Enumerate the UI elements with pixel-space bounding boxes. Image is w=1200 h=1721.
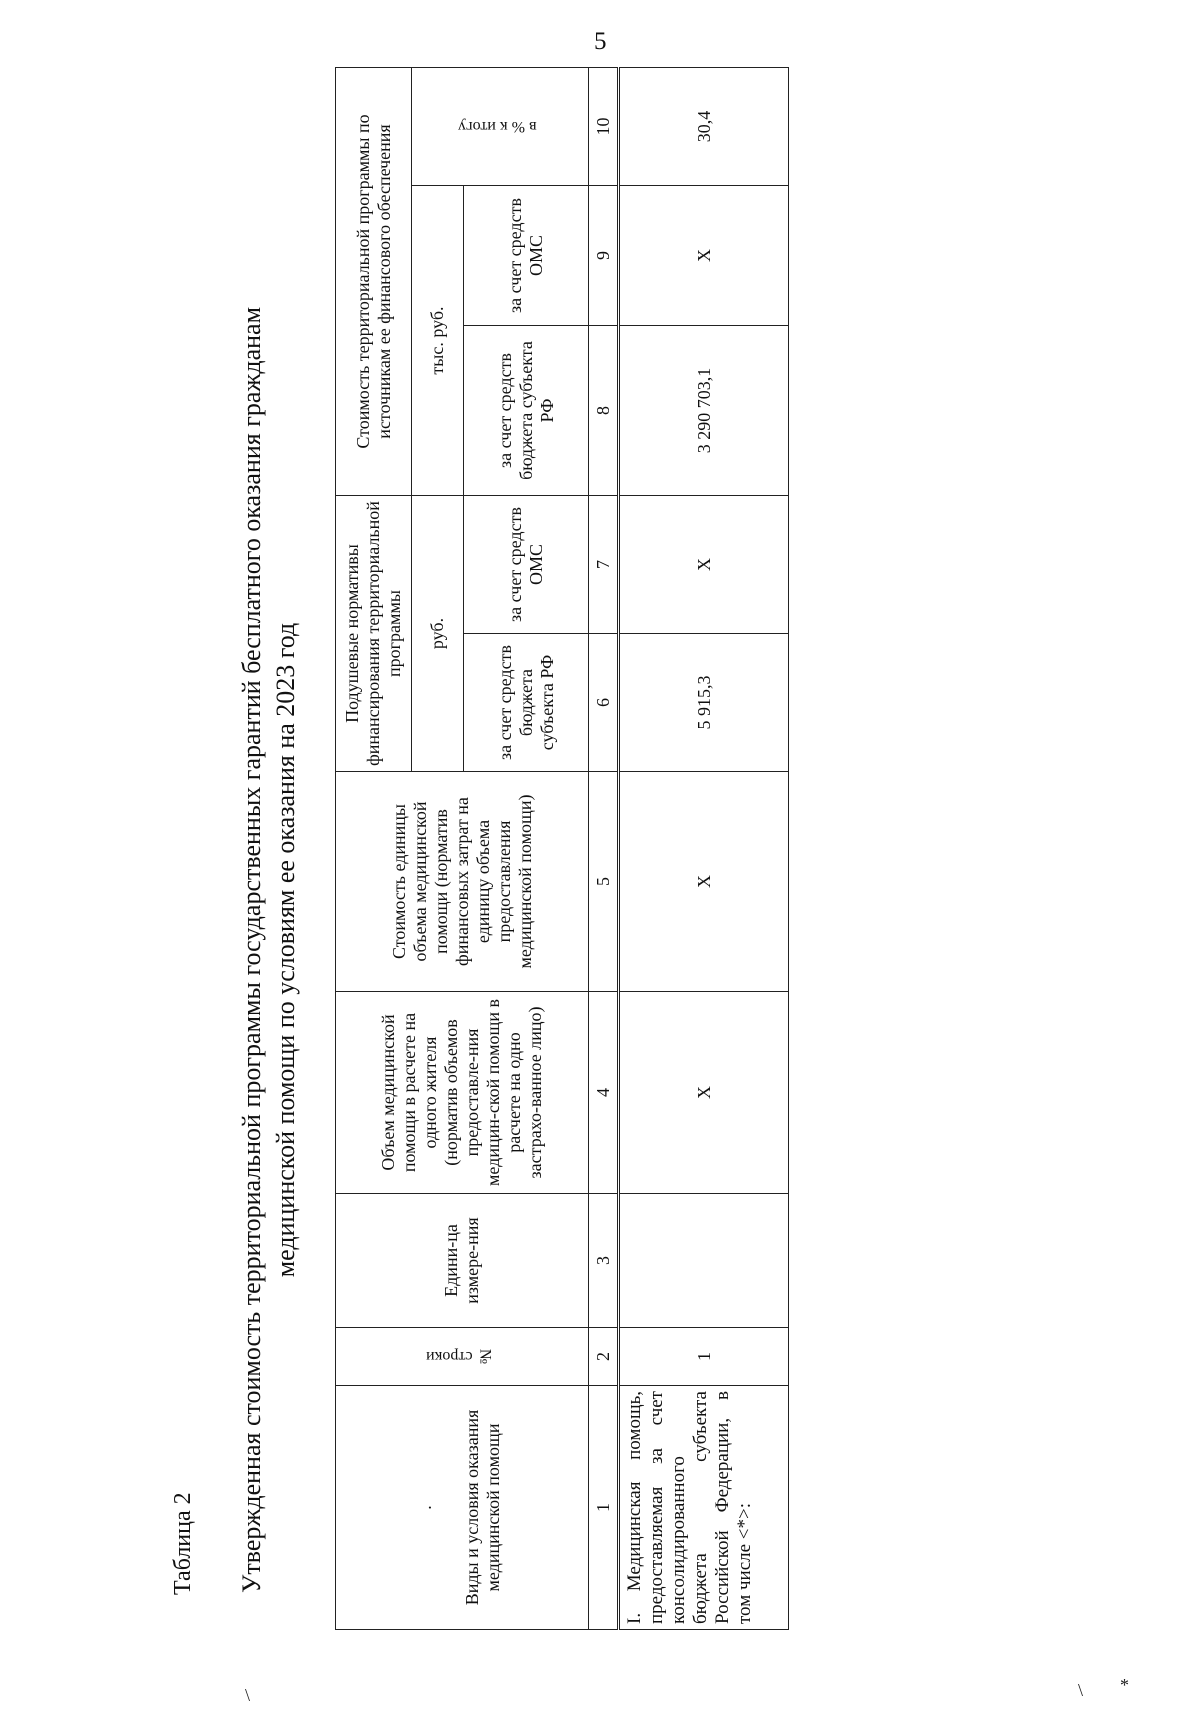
header-unit-cost: Стоимость единицы объема медицинской помощи (норматив финансовых затрат на единицу объема предоставления медицинской помощи): [336, 772, 589, 992]
column-number: 5: [589, 772, 619, 992]
title-line-2: медицинской помощи по условиям ее оказания на 2023 год: [271, 622, 300, 1278]
row-per-capita-oms: Х: [619, 496, 789, 634]
scan-mark: *: [1120, 1675, 1129, 1695]
column-number: 9: [589, 186, 619, 326]
row-cost-oms: Х: [619, 186, 789, 326]
header-unit-thousand-rub: тыс. руб.: [412, 186, 464, 496]
scan-mark: \: [245, 1685, 251, 1705]
column-number: 7: [589, 496, 619, 634]
row-name: I. Медицинская помощь, предоставляемая за счет консолидированного бюджета субъекта Российской Федерации, в том числе <*>:: [619, 1386, 789, 1630]
header-line-no: № строки: [336, 1328, 589, 1386]
column-number: 2: [589, 1328, 619, 1386]
title-line-1: Утвержденная стоимость территориальной программы государственных гарантий бесплатного оказания гражданам: [237, 306, 266, 1594]
rotated-sheet: [150, 110, 950, 1650]
row-percent: 30,4: [619, 67, 789, 185]
header-kinds: · Виды и условия оказания медицинской помощи: [336, 1386, 589, 1630]
header-program-cost: Стоимость территориальной программы по источникам ее финансового обеспечения: [336, 67, 412, 495]
column-number: 1: [589, 1386, 619, 1630]
column-number: 6: [589, 634, 619, 772]
scan-mark: \: [1078, 1680, 1084, 1700]
column-number: 10: [589, 67, 619, 185]
column-number: 4: [589, 992, 619, 1194]
table-label: Таблица 2: [170, 1492, 196, 1595]
header-per-capita-norms: Подушевые нормативы финансирования территориальной программы: [336, 496, 412, 772]
column-number: 3: [589, 1194, 619, 1328]
table-row: [619, 67, 789, 1629]
header-cost-budget: за счет средств бюджета субъекта РФ: [464, 326, 589, 496]
header-volume: Объем медицинской помощи в расчете на одного жителя (норматив объемов предоставле-ния медицин-ской помощи в расчете на одно застрахо-ванное лицо): [336, 992, 589, 1194]
header-per-capita-budget: за счет средств бюджета субъекта РФ: [464, 634, 589, 772]
table-title: [235, 290, 303, 1610]
page-number: 5: [594, 28, 607, 55]
header-cost-oms: за счет средств ОМС: [464, 186, 589, 326]
header-percent-total: в % к итогу: [412, 67, 589, 185]
row-volume: Х: [619, 992, 789, 1194]
column-number: 8: [589, 326, 619, 496]
header-unit: Едини-ца измере-ния: [336, 1194, 589, 1328]
row-cost-budget: 3 290 703,1: [619, 326, 789, 496]
cost-table: [335, 67, 789, 1630]
row-per-capita-budget: 5 915,3: [619, 634, 789, 772]
row-line-no: 1: [619, 1328, 789, 1386]
row-unit: [619, 1194, 789, 1328]
header-unit-rub: руб.: [412, 496, 464, 772]
header-per-capita-oms: за счет средств ОМС: [464, 496, 589, 634]
row-unit-cost: Х: [619, 772, 789, 992]
